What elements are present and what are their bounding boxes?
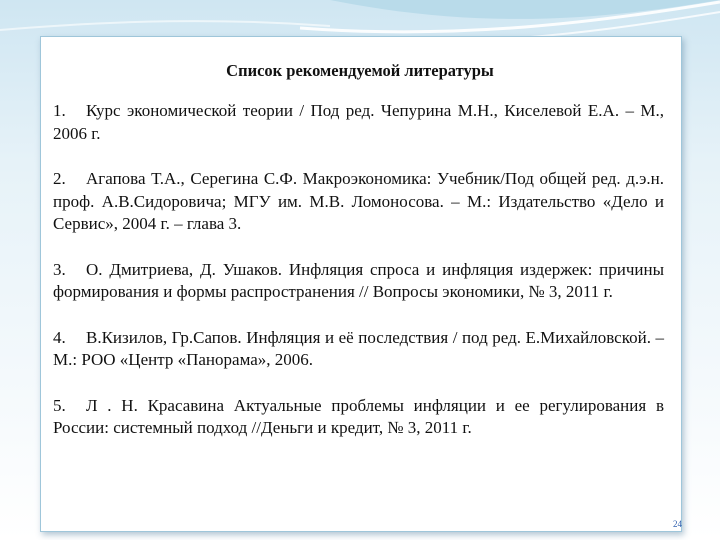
reference-text: В.Кизилов, Гр.Сапов. Инфляция и её последствия / под ред. Е.Михайловской. – М.: РОО «Центр «Панорама», 2006.	[53, 327, 664, 369]
reference-text: Агапова Т.А., Серегина С.Ф. Макроэкономика: Учебник/Под общей ред. д.э.н. проф. А.В.Сидоровича; МГУ им. М.В. Ломоносова. – М.: Издательство «Дело и Сервис», 2004 г. – глава 3.	[53, 169, 664, 233]
reference-text: Л . Н. Красавина Актуальные проблемы инфляции и ее регулирования в России: системный подход //Деньги и кредит, № 3, 2011 г.	[53, 395, 664, 437]
reference-number: 1.	[53, 101, 66, 120]
reference-number: 3.	[53, 259, 66, 279]
page-number: 24	[673, 519, 682, 529]
reference-item	[53, 168, 664, 236]
slide-title: Список рекомендуемой литературы	[226, 61, 494, 80]
reference-item	[53, 395, 664, 440]
reference-number: 2.	[53, 169, 66, 188]
reference-number: 4.	[53, 327, 66, 347]
reference-item	[53, 259, 664, 304]
reference-number: 5.	[53, 395, 66, 415]
reference-item	[53, 100, 664, 145]
reference-list	[53, 100, 664, 440]
reference-text: О. Дмитриева, Д. Ушаков. Инфляция спроса и инфляция издержек: причины формирования и формы распространения // Вопросы экономики, № 3, 2011 г.	[53, 259, 664, 301]
reference-item	[53, 327, 664, 372]
reference-text: Курс экономической теории / Под ред. Чепурина М.Н., Киселевой Е.А. – М., 2006 г.	[53, 101, 664, 143]
